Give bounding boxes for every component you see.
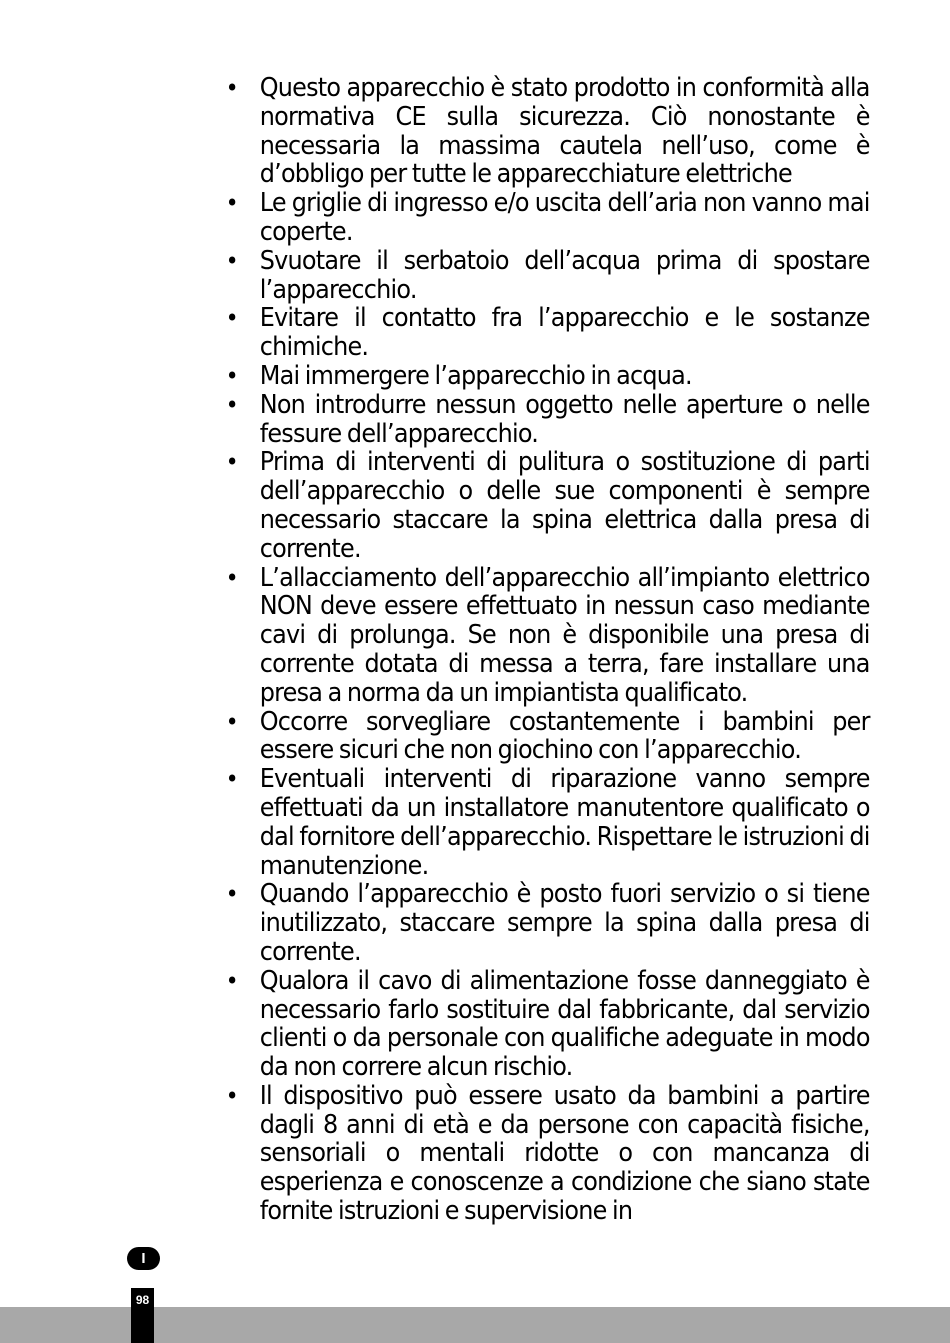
list-item-text: Questo apparecchio è stato prodotto in conformità alla normativa CE sulla sicurezza. Ciò nonostante è necessaria la massima cautela nell’uso, come è d’obbligo per tutte le apparecchiature elettriche	[259, 73, 870, 190]
list-item-text: Qualora il cavo di alimentazione fosse danneggiato è necessario farlo sostituire dal fabbricante, dal servizio clienti o da personale con qualifiche adeguate in modo da non correre alcun rischio.	[259, 965, 870, 1083]
bullet-icon: •	[225, 448, 238, 477]
document-body	[222, 74, 870, 1226]
list-item-text: Eventuali interventi di riparazione vanno sempre effettuati da un installatore manutentore qualificato o dal fornitore dell’apparecchio. Rispettare le istruzioni di manutenzione.	[259, 764, 870, 881]
list-item	[222, 564, 870, 708]
list-item-text: Evitare il contatto fra l’apparecchio e le sostanze chimiche.	[259, 303, 870, 363]
list-item	[222, 880, 870, 966]
list-item-text: Quando l’apparecchio è posto fuori servizio o si tiene inutilizzato, staccare sempre la spina dalla presa di corrente.	[259, 879, 870, 967]
list-item	[222, 74, 870, 189]
list-item	[222, 967, 870, 1082]
list-item	[222, 189, 870, 247]
bullet-icon: •	[225, 1081, 238, 1110]
bullet-icon: •	[225, 189, 238, 218]
page-number: 98	[135, 1293, 150, 1307]
safety-instructions-list	[222, 74, 870, 1226]
list-item-text: Svuotare il serbatoio dell’acqua prima di spostare l’apparecchio.	[259, 245, 870, 305]
list-item	[222, 448, 870, 563]
list-item-text: Il dispositivo può essere usato da bambini a partire dagli 8 anni di età e da persone con capacità fisiche, sensoriali o mentali ridotte o con mancanza di esperienza e conoscenze a condizione che siano state fornite istruzioni e supervisione in	[259, 1080, 870, 1227]
list-item	[222, 304, 870, 362]
list-item-text: Non introdurre nessun oggetto nelle aperture o nelle fessure dell’apparecchio.	[259, 389, 870, 449]
list-item-text: L’allacciamento dell’apparecchio all’impianto elettrico NON deve essere effettuato in nessun caso mediante cavi di prolunga. Se non è disponibile una presa di corrente dotata di messa a terra, fare installare una presa a norma da un impiantista qualificato.	[259, 562, 870, 708]
list-item	[222, 391, 870, 449]
bullet-icon: •	[225, 304, 238, 333]
bullet-icon: •	[225, 966, 238, 995]
language-badge: I	[127, 1247, 160, 1270]
bullet-icon: •	[225, 765, 238, 794]
list-item-text: Le griglie di ingresso e/o uscita dell’aria non vanno mai coperte.	[259, 188, 870, 247]
list-item	[222, 1082, 870, 1226]
list-item	[222, 765, 870, 880]
list-item-text: Prima di interventi di pulitura o sostituzione di parti dell’apparecchio o delle sue componenti è sempre necessario staccare la spina elettrica dalla presa di corrente.	[259, 447, 870, 564]
list-item	[222, 247, 870, 305]
list-item	[222, 362, 870, 391]
bullet-icon: •	[225, 246, 238, 275]
bullet-icon: •	[225, 361, 238, 390]
bullet-icon: •	[225, 74, 238, 102]
list-item-text: Mai immergere l’apparecchio in acqua.	[259, 360, 692, 391]
bullet-icon: •	[225, 880, 238, 909]
list-item-text: Occorre sorvegliare costantemente i bambini per essere sicuri che non giochino con l’apparecchio.	[259, 706, 870, 766]
bullet-icon: •	[225, 563, 238, 592]
bullet-icon: •	[225, 707, 238, 736]
list-item	[222, 708, 870, 766]
bullet-icon: •	[225, 390, 238, 419]
